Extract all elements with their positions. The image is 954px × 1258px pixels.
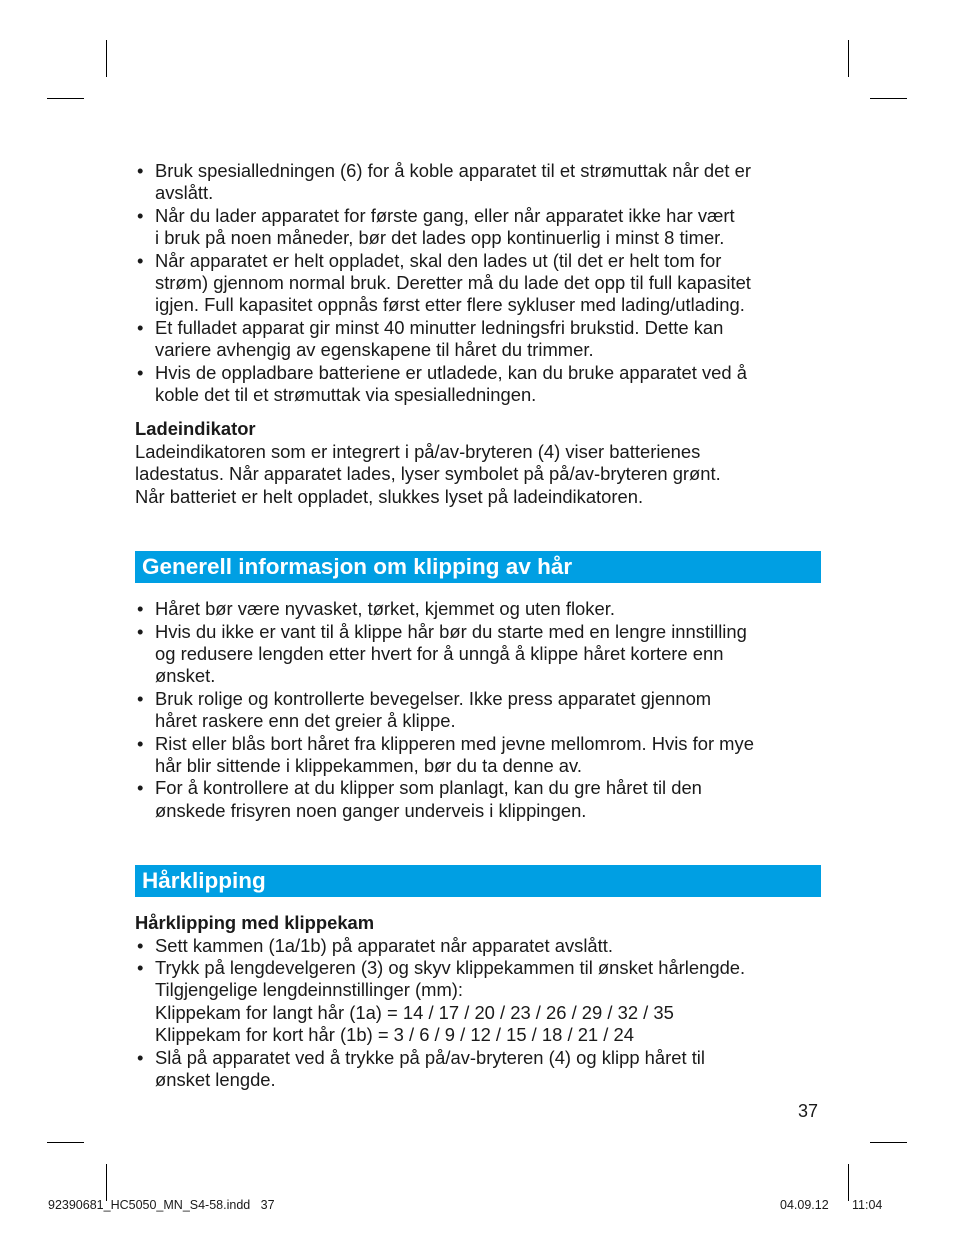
bullet-line: • Sett kammen (1a/1b) på apparatet når apparatet avslått.	[155, 934, 613, 956]
bullet-line: • Bruk rolige og kontrollerte bevegelser. Ikke press apparatet gjennom	[155, 687, 712, 709]
harklipping-bullet-list	[135, 935, 821, 1092]
bullet-item	[135, 362, 821, 407]
crop-mark-bottom-right-vertical	[848, 1164, 849, 1201]
bullet-line: • Trykk på lengdevelgeren (3) og skyv klippekammen til ønsket hårlengde.	[155, 956, 746, 978]
bullet-item	[135, 317, 821, 362]
bullet-line: Klippekam for kort hår (1b) = 3 / 6 / 9 / 12 / 15 / 18 / 21 / 24	[155, 1024, 634, 1046]
bullet-item	[135, 733, 821, 778]
bullet-line: ønsket lengde.	[155, 1069, 276, 1090]
ladeindikator-heading: Ladeindikator	[135, 418, 256, 440]
ladeindikator-paragraph	[135, 441, 821, 508]
bullet-line: • Hvis du ikke er vant til å klippe hår bør du starte med en lengre innstilling	[155, 620, 747, 642]
bullet-line: Klippekam for langt hår (1a) = 14 / 17 / 20 / 23 / 26 / 29 / 32 / 35	[155, 1001, 674, 1023]
slug-date: 04.09.12	[780, 1198, 829, 1212]
bullet-line: variere avhengig av egenskapene til håret du trimmer.	[155, 339, 594, 361]
section-title-harklipping: Hårklipping	[135, 865, 821, 897]
bullet-line: ønsket.	[155, 665, 216, 687]
section-title-generell: Generell informasjon om klipping av hår	[135, 551, 821, 583]
bullet-line: strøm) gjennom normal bruk. Deretter må du lade det opp til full kapasitet	[155, 272, 751, 294]
bullet-line: • Håret bør være nyvasket, tørket, kjemmet og uten floker.	[155, 598, 615, 620]
bullet-item	[135, 688, 821, 733]
crop-mark-bottom-left-vertical	[106, 1164, 107, 1201]
bullet-line: avslått.	[155, 182, 214, 204]
bullet-item	[135, 777, 821, 822]
bullet-line: • Et fulladet apparat gir minst 40 minutter ledningsfri brukstid. Dette kan	[155, 316, 724, 338]
crop-mark-top-left-horizontal	[47, 98, 84, 99]
general-info-bullet-list	[135, 598, 821, 822]
harklipping-subheading: Hårklipping med klippekam	[135, 912, 375, 934]
bullet-line: Tilgjengelige lengdeinnstillinger (mm):	[155, 979, 464, 1001]
bullet-item	[135, 1047, 821, 1092]
bullet-item	[135, 205, 821, 250]
crop-mark-bottom-right-horizontal	[870, 1142, 907, 1143]
bullet-line: håret raskere enn det greier å klippe.	[155, 710, 456, 732]
bullet-line: • Når apparatet er helt oppladet, skal den lades ut (til det er helt tom for	[155, 249, 722, 271]
bullet-line: • Slå på apparatet ved å trykke på på/av-bryteren (4) og klipp håret til	[155, 1046, 705, 1068]
bullet-line: koble det til et strømuttak via spesialledningen.	[155, 384, 537, 406]
slug-time: 11:04	[852, 1198, 883, 1212]
paragraph-line: ladestatus. Når apparatet lades, lyser symbolet på på/av-bryteren grønt.	[135, 463, 721, 485]
paragraph-line: Når batteriet er helt oppladet, slukkes lyset på ladeindikatoren.	[135, 485, 644, 507]
bullet-item	[135, 935, 821, 957]
slug-filename: 92390681_HC5050_MN_S4-58.indd 37	[48, 1198, 275, 1212]
bullet-line: • Når du lader apparatet for første gang, eller når apparatet ikke har vært	[155, 204, 735, 226]
bullet-line: • Rist eller blås bort håret fra klipperen med jevne mellomrom. Hvis for mye	[155, 732, 754, 754]
bullet-line: hår blir sittende i klippekammen, bør du ta denne av.	[155, 754, 582, 776]
bullet-line: • Hvis de oppladbare batteriene er utladede, kan du bruke apparatet ved å	[155, 361, 747, 383]
bullet-line: ønskede frisyren noen ganger underveis i klippingen.	[155, 799, 587, 821]
bullet-line: i bruk på noen måneder, bør det lades opp kontinuerlig i minst 8 timer.	[155, 227, 725, 249]
bullet-line: igjen. Full kapasitet oppnås først etter flere sykluser med lading/utlading.	[155, 294, 745, 316]
bullet-item	[135, 621, 821, 688]
crop-mark-bottom-left-horizontal	[47, 1142, 84, 1143]
charging-bullet-list	[135, 160, 821, 406]
crop-mark-top-right-vertical	[848, 40, 849, 77]
bullet-item	[135, 957, 821, 1047]
bullet-item	[135, 598, 821, 620]
paragraph-line: Ladeindikatoren som er integrert i på/av-bryteren (4) viser batterienes	[135, 440, 701, 462]
crop-mark-top-left-vertical	[106, 40, 107, 77]
page-number: 37	[798, 1101, 819, 1121]
page-content	[135, 160, 821, 1091]
bullet-line: • For å kontrollere at du klipper som planlagt, kan du gre håret til den	[155, 777, 702, 799]
bullet-item	[135, 160, 821, 205]
bullet-line: • Bruk spesialledningen (6) for å koble apparatet til et strømuttak når det er	[155, 160, 751, 181]
crop-mark-top-right-horizontal	[870, 98, 907, 99]
bullet-item	[135, 250, 821, 317]
bullet-line: og redusere lengden etter hvert for å unngå å klippe håret kortere enn	[155, 642, 724, 664]
